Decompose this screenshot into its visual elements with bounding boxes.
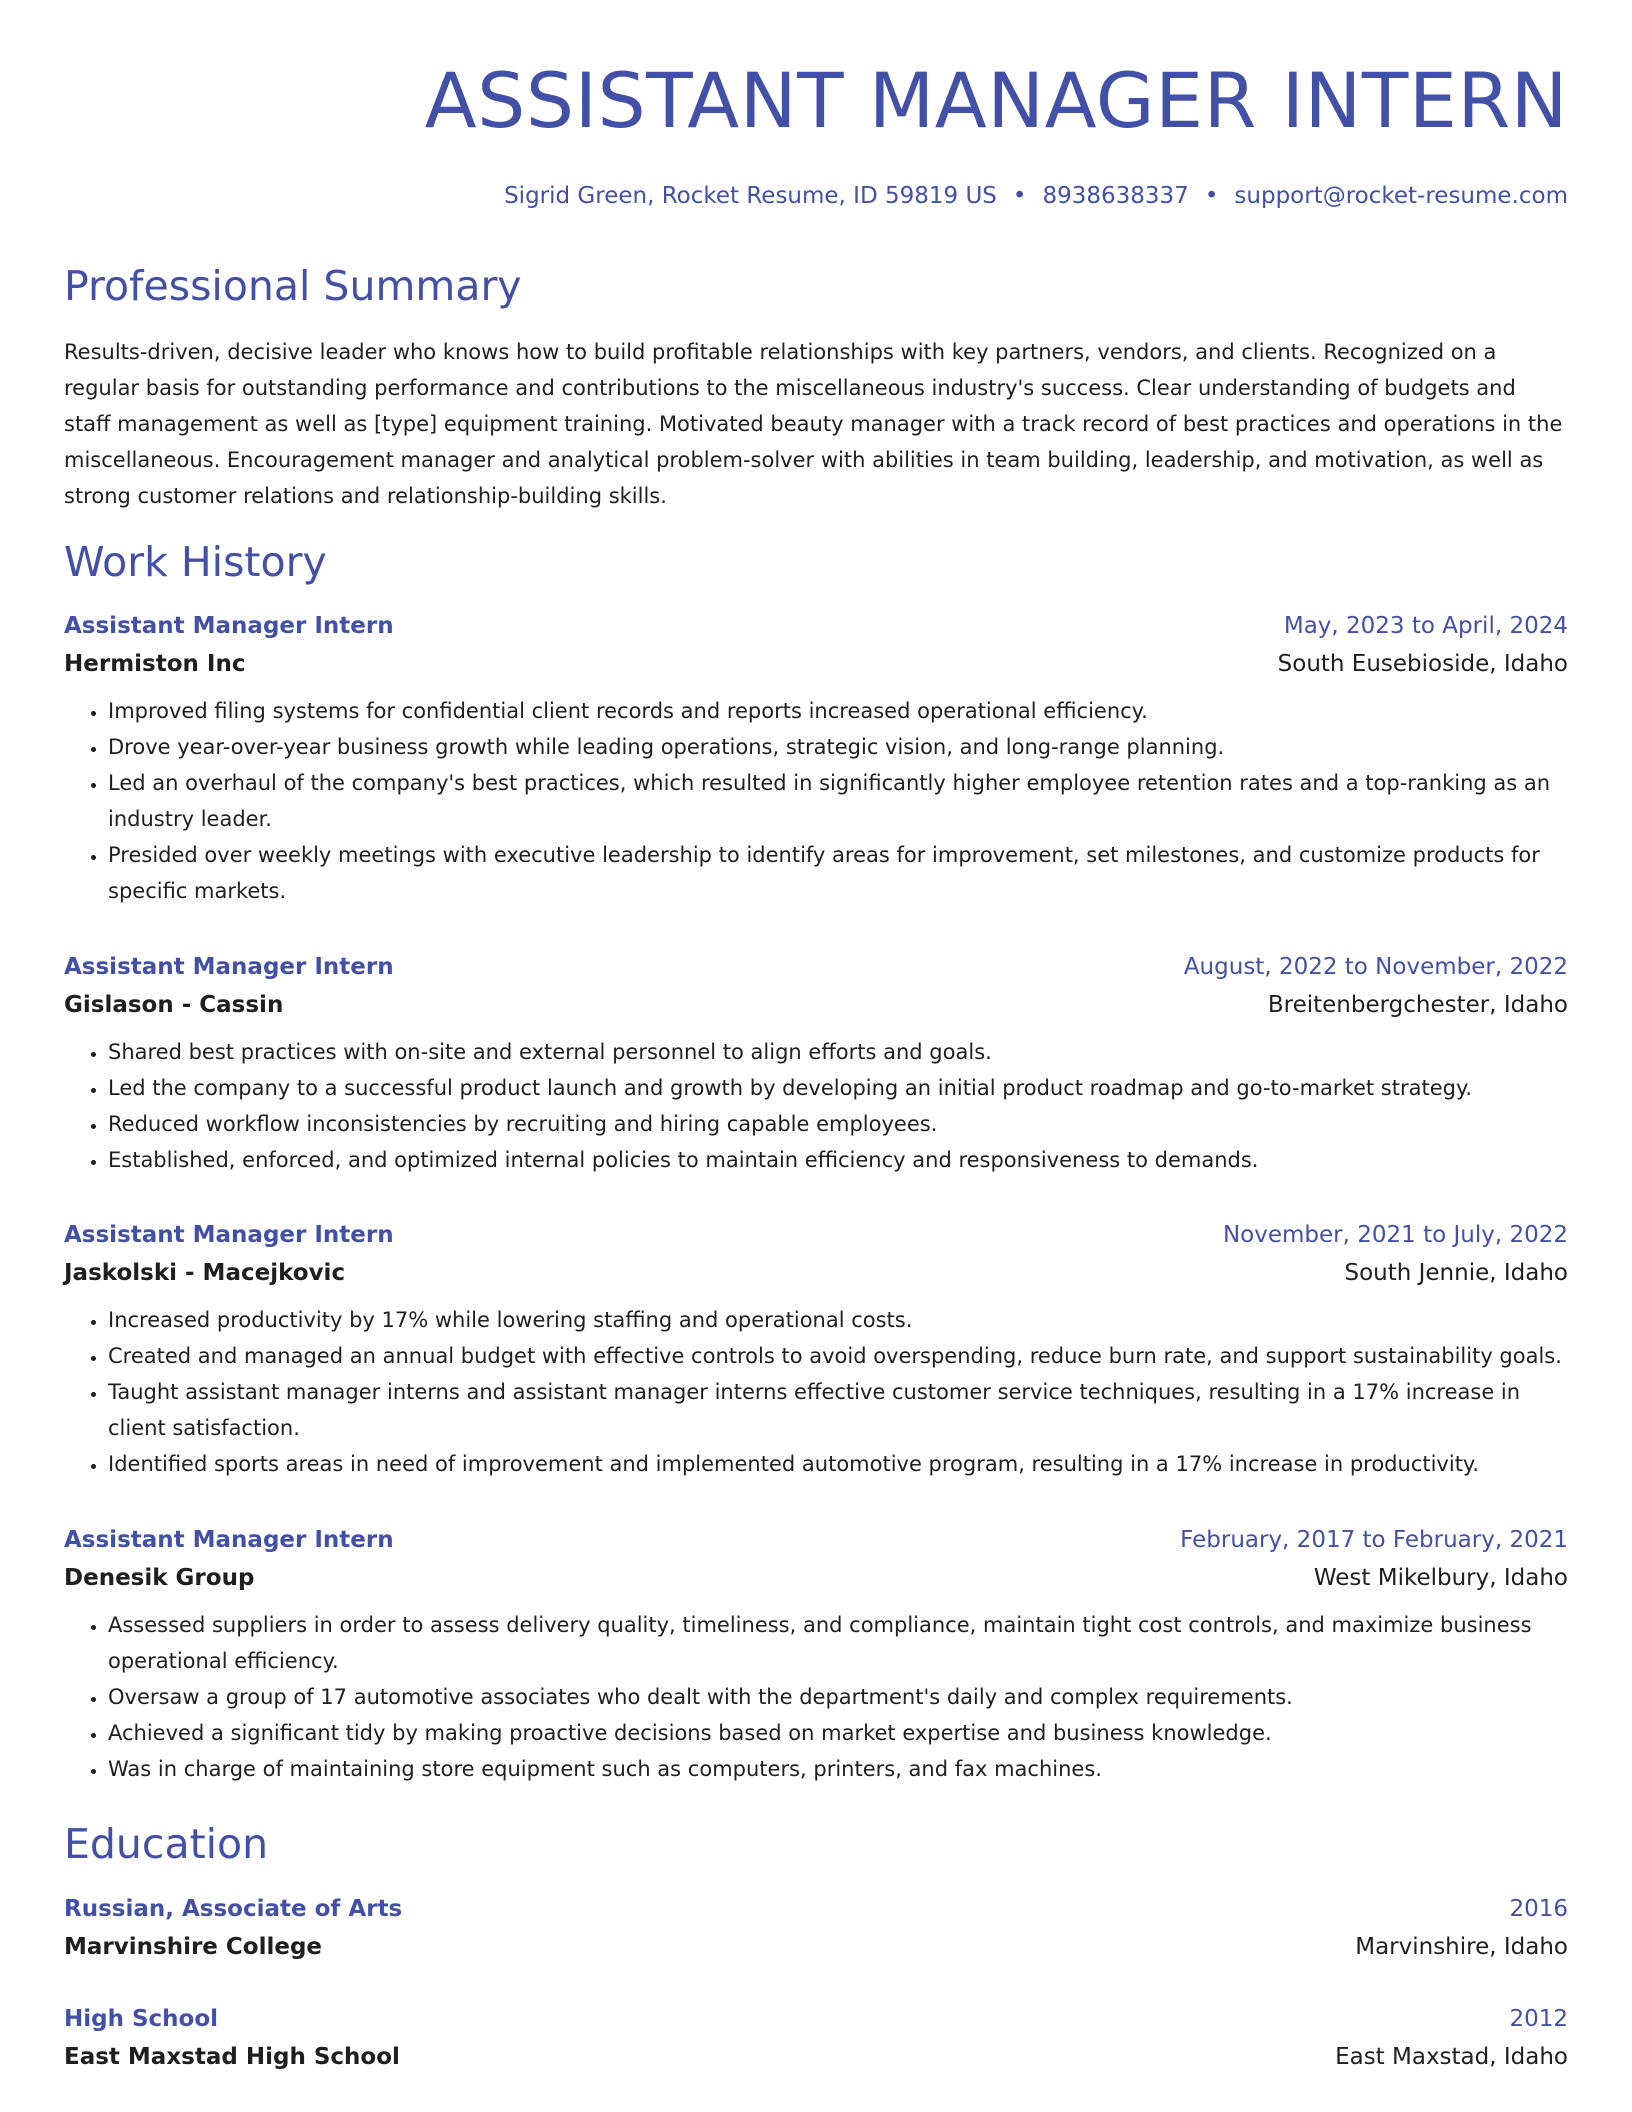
contact-line — [504, 180, 1568, 212]
education-entry — [64, 1890, 1568, 1966]
education-school: East Maxstad High School — [64, 2044, 400, 2070]
job-bullet: • Drove year-over-year business growth while leading operations, strategic vision, and long-range planning. — [108, 729, 1568, 765]
job-company: Hermiston Inc — [64, 651, 246, 677]
education-entry-subheader — [64, 1928, 1568, 1966]
education-heading: Education — [64, 1820, 269, 1868]
summary-heading: Professional Summary — [64, 262, 522, 310]
job-location: South Eusebioside, Idaho — [1277, 651, 1568, 677]
education-year: 2012 — [1509, 2006, 1568, 2032]
job-bullets — [64, 1302, 1568, 1482]
education-entry — [64, 2000, 1568, 2076]
job-role: Assistant Manager Intern — [64, 1222, 394, 1248]
work-entry-subheader — [64, 645, 1568, 683]
job-bullet: • Shared best practices with on-site and external personnel to align efforts and goals. — [108, 1034, 1568, 1070]
contact-address: Sigrid Green, Rocket Resume, ID 59819 US — [504, 183, 997, 209]
work-entry-header — [64, 1216, 1568, 1254]
work-entry — [64, 948, 1568, 1178]
job-bullets — [64, 1607, 1568, 1787]
education-entry-header — [64, 1890, 1568, 1928]
job-location: West Mikelbury, Idaho — [1313, 1565, 1568, 1591]
education-degree: High School — [64, 2006, 219, 2032]
job-bullet: • Achieved a significant tidy by making proactive decisions based on market expertise and business knowledge. — [108, 1715, 1568, 1751]
education-entry-header — [64, 2000, 1568, 2038]
work-entry-header — [64, 607, 1568, 645]
job-company: Gislason - Cassin — [64, 992, 284, 1018]
job-bullet: • Oversaw a group of 17 automotive associates who dealt with the department's daily and complex requirements. — [108, 1679, 1568, 1715]
job-dates: November, 2021 to July, 2022 — [1222, 1222, 1568, 1248]
work-entry-subheader — [64, 1254, 1568, 1292]
job-bullet: • Presided over weekly meetings with executive leadership to identify areas for improvement, set milestones, and customize products for specific markets. — [108, 837, 1568, 909]
work-entry — [64, 1216, 1568, 1482]
job-bullets — [64, 693, 1568, 909]
resume-title: ASSISTANT MANAGER INTERN — [424, 56, 1568, 145]
work-entry — [64, 607, 1568, 909]
job-bullet: • Increased productivity by 17% while lowering staffing and operational costs. — [108, 1302, 1568, 1338]
job-role: Assistant Manager Intern — [64, 954, 394, 980]
job-bullet: • Taught assistant manager interns and assistant manager interns effective customer service techniques, resulting in a 17% increase in client satisfaction. — [108, 1374, 1568, 1446]
job-location: Breitenbergchester, Idaho — [1267, 992, 1568, 1018]
work-entry-header — [64, 948, 1568, 986]
work-entry-header — [64, 1521, 1568, 1559]
work-entry-subheader — [64, 986, 1568, 1024]
job-role: Assistant Manager Intern — [64, 613, 394, 639]
job-dates: February, 2017 to February, 2021 — [1180, 1527, 1568, 1553]
work-entry — [64, 1521, 1568, 1787]
work-history-heading: Work History — [64, 538, 327, 586]
education-school: Marvinshire College — [64, 1934, 323, 1960]
job-role: Assistant Manager Intern — [64, 1527, 394, 1553]
job-bullet: • Identified sports areas in need of improvement and implemented automotive program, resulting in a 17% increase in productivity. — [108, 1446, 1568, 1482]
education-location: East Maxstad, Idaho — [1335, 2044, 1568, 2070]
job-bullet: • Led the company to a successful product launch and growth by developing an initial product roadmap and go-to-market strategy. — [108, 1070, 1568, 1106]
job-bullet: • Led an overhaul of the company's best practices, which resulted in significantly higher employee retention rates and a top-ranking as an industry leader. — [108, 765, 1568, 837]
job-bullet: • Was in charge of maintaining store equipment such as computers, printers, and fax machines. — [108, 1751, 1568, 1787]
education-degree: Russian, Associate of Arts — [64, 1896, 403, 1922]
contact-email[interactable]: support@rocket-resume.com — [1234, 183, 1568, 209]
summary-text: Results-driven, decisive leader who knows how to build profitable relationships with key partners, vendors, and clients. Recognized on a regular basis for outstanding performance and contributions to the miscellaneous industry's success. Clear understanding of budgets and staff management as well as [type] equipment training. Motivated beauty manager with a track record of best practices and operations in the miscellaneous. Encouragement manager and analytical problem-solver with abilities in team building, leadership, and motivation, as well as strong customer relations and relationship-building skills. — [64, 340, 1563, 508]
education-entry-subheader — [64, 2038, 1568, 2076]
job-company: Denesik Group — [64, 1565, 255, 1591]
job-dates: May, 2023 to April, 2024 — [1283, 613, 1568, 639]
education-location: Marvinshire, Idaho — [1355, 1934, 1568, 1960]
work-entry-subheader — [64, 1559, 1568, 1597]
job-bullet: • Improved filing systems for confidential client records and reports increased operational efficiency. — [108, 693, 1568, 729]
job-bullet: • Created and managed an annual budget with effective controls to avoid overspending, reduce burn rate, and support sustainability goals. — [108, 1338, 1568, 1374]
contact-separator: • — [1012, 183, 1027, 209]
job-dates: August, 2022 to November, 2022 — [1183, 954, 1568, 980]
job-bullet: • Established, enforced, and optimized internal policies to maintain efficiency and responsiveness to demands. — [108, 1142, 1568, 1178]
job-bullets — [64, 1034, 1568, 1178]
job-location: South Jennie, Idaho — [1344, 1260, 1568, 1286]
job-bullet: • Reduced workflow inconsistencies by recruiting and hiring capable employees. — [108, 1106, 1568, 1142]
contact-separator: • — [1204, 183, 1219, 209]
education-year: 2016 — [1509, 1896, 1568, 1922]
job-company: Jaskolski - Macejkovic — [64, 1260, 346, 1286]
contact-phone: 8938638337 — [1042, 183, 1189, 209]
job-bullet: • Assessed suppliers in order to assess delivery quality, timeliness, and compliance, maintain tight cost controls, and maximize business operational efficiency. — [108, 1607, 1568, 1679]
